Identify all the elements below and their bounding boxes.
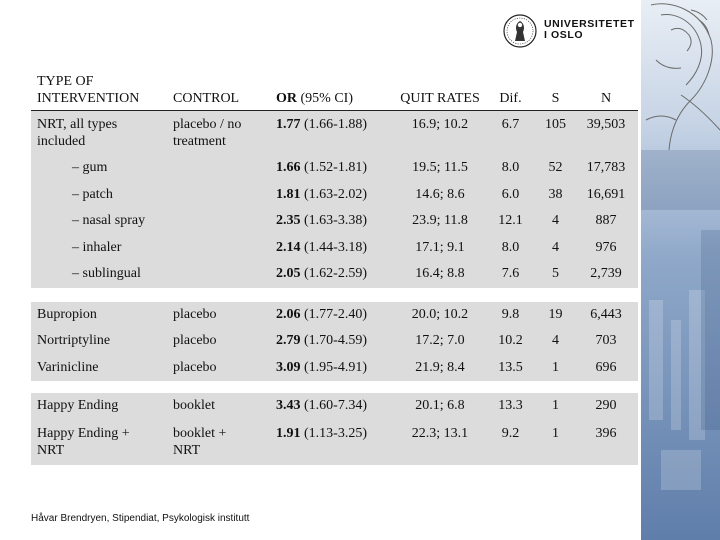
cell-dif: 6.0: [501, 186, 520, 202]
cell-ci: (1.63-3.38): [300, 213, 367, 228]
cell-s: 4: [552, 239, 559, 255]
cell-or-value: 2.35: [276, 213, 301, 228]
cell-control: placebo / no treatment: [173, 117, 242, 149]
cell-s: 4: [552, 333, 559, 348]
cell-control: placebo: [173, 333, 217, 348]
cell-or: [276, 212, 367, 229]
cell-n: 290: [595, 398, 617, 413]
cell-quit: 17.1; 9.1: [415, 239, 465, 255]
cell-dif: 8.0: [501, 160, 520, 175]
cell-quit: 17.2; 7.0: [415, 333, 465, 348]
cell-quit: 23.9; 11.8: [412, 213, 468, 228]
table-row: [31, 393, 638, 420]
cell-control: placebo: [173, 359, 217, 375]
cell-or-value: 1.81: [276, 186, 301, 202]
cell-control: booklet: [173, 398, 215, 413]
nrt-group: [31, 111, 638, 288]
cell-n: 396: [595, 425, 617, 441]
cell-quit: 20.1; 6.8: [415, 398, 465, 413]
cell-ci: (1.70-4.59): [300, 333, 367, 348]
cell-dif: 7.6: [501, 266, 520, 281]
cell-type: NRT, all types included: [37, 117, 118, 149]
cell-n: 976: [595, 239, 617, 255]
cell-quit: 22.3; 13.1: [411, 425, 469, 441]
cell-dif: 13.5: [498, 359, 523, 375]
cell-type: – sublingual: [72, 266, 141, 281]
table-row: [31, 155, 638, 182]
spacer: [31, 288, 638, 302]
cell-dif: 10.2: [498, 333, 523, 348]
cell-s: 1: [552, 425, 559, 441]
table-row: [31, 235, 638, 262]
cell-or-value: 2.05: [276, 266, 301, 281]
logo-line-2: I OSLO: [544, 29, 584, 41]
cell-s: 38: [548, 186, 563, 202]
cell-or: [276, 116, 367, 133]
cell-quit: 16.4; 8.8: [415, 266, 465, 281]
cell-ci: (1.95-4.91): [300, 359, 367, 375]
logo-line-1: UNIVERSITETET: [544, 18, 635, 30]
table-header: [31, 69, 638, 111]
header-control: CONTROL: [173, 91, 240, 106]
cell-or-value: 1.77: [276, 117, 301, 132]
cell-or-value: 2.79: [276, 333, 301, 348]
cell-type: – inhaler: [72, 239, 122, 255]
happy-ending-group: [31, 393, 638, 465]
header-type: TYPE OF INTERVENTION: [37, 74, 140, 106]
cell-or-value: 2.06: [276, 306, 301, 322]
cell-n: 16,691: [586, 186, 626, 202]
cell-or-value: 1.66: [276, 160, 301, 175]
cell-or: [276, 265, 367, 282]
header-or-bold: OR: [276, 91, 297, 106]
spacer: [31, 381, 638, 393]
statue-photo-image: [641, 150, 720, 540]
results-table: [31, 69, 638, 465]
cell-quit: 19.5; 11.5: [412, 160, 468, 175]
university-seal-icon: [503, 14, 537, 48]
cell-ci: (1.63-2.02): [300, 186, 367, 202]
table-row: [31, 182, 638, 209]
cell-or: [276, 239, 367, 256]
cell-quit: 21.9; 8.4: [415, 359, 465, 375]
cell-dif: 13.3: [498, 398, 523, 413]
cell-or: [276, 332, 367, 349]
cell-type: Happy Ending: [37, 398, 119, 413]
cell-or: [276, 186, 367, 203]
cell-n: 39,503: [586, 117, 626, 132]
cell-quit: 14.6; 8.6: [415, 186, 465, 202]
cell-control: placebo: [173, 306, 217, 322]
cell-or-value: 2.14: [276, 239, 301, 255]
cell-s: 1: [552, 359, 559, 375]
footer-author: Håvar Brendryen, Stipendiat, Psykologisk institutt: [31, 513, 250, 524]
cell-ci: (1.66-1.88): [300, 117, 367, 132]
table-row: [31, 302, 638, 329]
cell-type: – nasal spray: [72, 213, 146, 228]
cell-quit: 20.0; 10.2: [411, 306, 469, 322]
medication-group: [31, 302, 638, 382]
header-s: S: [551, 91, 560, 106]
cell-type: – patch: [72, 186, 113, 202]
cell-ci: (1.13-3.25): [300, 425, 367, 441]
table-row: [31, 261, 638, 288]
header-quit-rates: QUIT RATES: [400, 91, 480, 106]
cell-ci: (1.44-3.18): [300, 239, 367, 255]
cell-ci: (1.52-1.81): [300, 160, 367, 175]
cell-type: Happy Ending + NRT: [37, 425, 130, 458]
cell-type: Nortriptyline: [37, 333, 111, 348]
cell-ci: (1.62-2.59): [300, 266, 367, 281]
cell-or: [276, 425, 367, 442]
cell-or-value: 3.09: [276, 359, 301, 375]
cell-n: 6,443: [590, 306, 622, 322]
cell-control: booklet + NRT: [173, 425, 227, 458]
cell-type: Varinicline: [37, 359, 99, 375]
cell-n: 696: [595, 359, 617, 375]
cell-type: Bupropion: [37, 306, 97, 322]
university-logo: [503, 14, 638, 54]
table-row: [31, 328, 638, 355]
cell-or-value: 3.43: [276, 398, 301, 413]
cell-dif: 8.0: [501, 239, 520, 255]
cell-n: 17,783: [586, 160, 626, 175]
cell-or: [276, 397, 367, 414]
header-or: [276, 90, 353, 107]
cell-s: 19: [548, 306, 563, 322]
cell-dif: 6.7: [501, 117, 520, 132]
cell-n: 887: [595, 213, 617, 228]
cell-s: 5: [552, 266, 559, 281]
cell-n: 703: [595, 333, 617, 348]
header-n: N: [600, 91, 612, 106]
cell-s: 4: [552, 213, 559, 228]
table-row: [31, 420, 638, 465]
cell-s: 105: [545, 117, 566, 132]
cell-s: 1: [552, 398, 559, 413]
cell-dif: 9.2: [501, 425, 520, 441]
statue-sketch-image: [641, 0, 720, 150]
table-row: [31, 111, 638, 155]
cell-or: [276, 159, 367, 176]
header-or-ci: (95% CI): [297, 91, 353, 106]
cell-quit: 16.9; 10.2: [411, 117, 469, 132]
cell-dif: 9.8: [501, 306, 520, 322]
cell-s: 52: [548, 160, 563, 175]
cell-dif: 12.1: [498, 213, 523, 228]
cell-or: [276, 306, 367, 323]
cell-or: [276, 359, 367, 376]
cell-ci: (1.77-2.40): [300, 306, 367, 322]
cell-type: – gum: [72, 160, 108, 175]
table-row: [31, 355, 638, 382]
header-dif: Dif.: [499, 91, 522, 106]
cell-ci: (1.60-7.34): [300, 398, 367, 413]
cell-n: 2,739: [590, 266, 622, 281]
cell-or-value: 1.91: [276, 425, 301, 441]
table-row: [31, 208, 638, 235]
